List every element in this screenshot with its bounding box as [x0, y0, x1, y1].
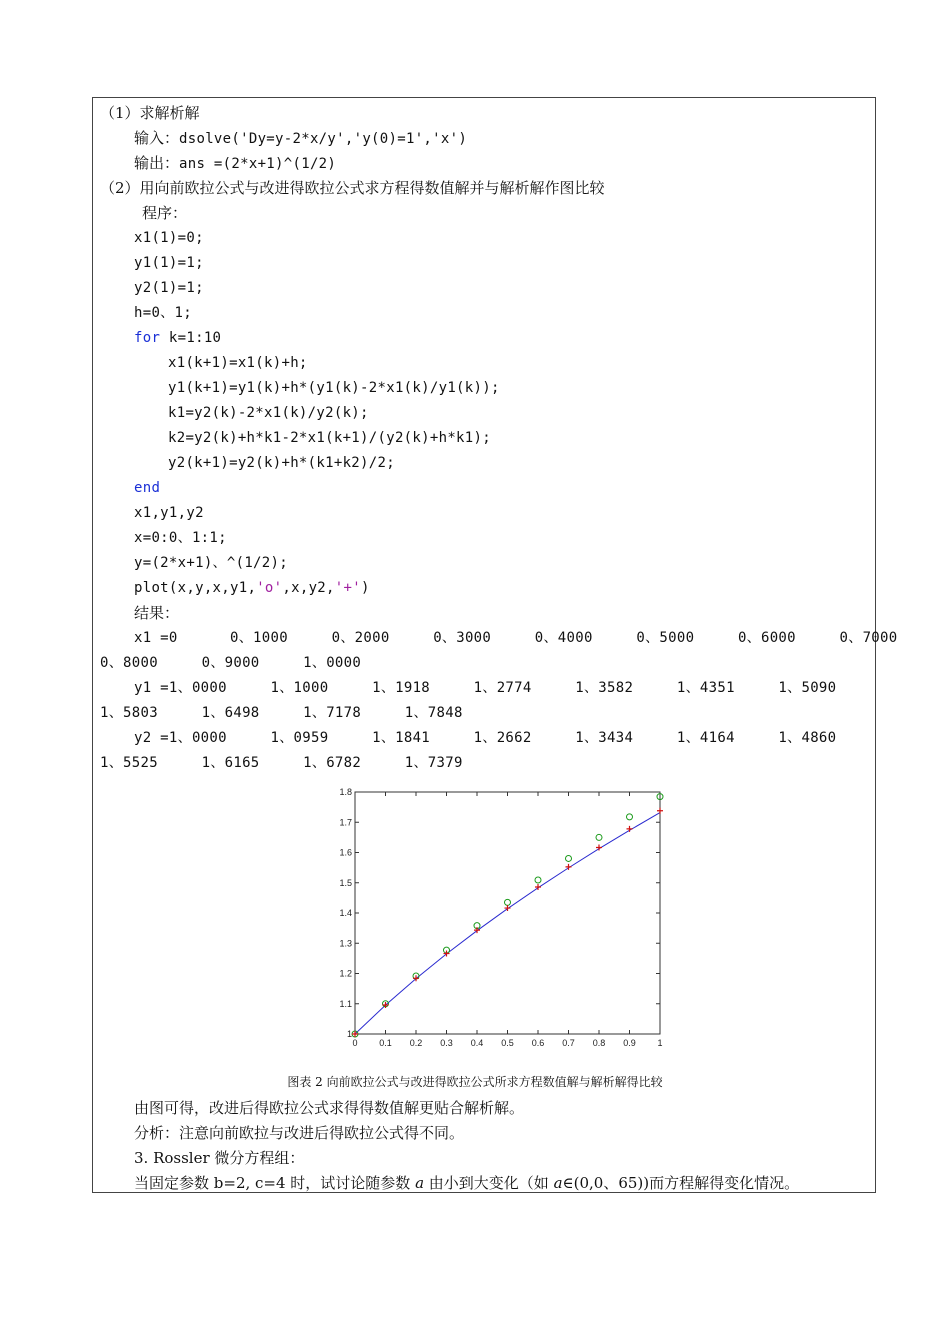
text-run: 当固定参数 b=2, c=4 时，试讨论随参数: [134, 1174, 416, 1192]
figure-caption: 图表 2 向前欧拉公式与改进得欧拉公式所求方程数值解与解析解得比较: [287, 1075, 663, 1089]
code-line: y2(k+1)=y2(k)+h*(k1+k2)/2;: [168, 455, 395, 471]
result-y2-line1: y2 =1、0000 1、0959 1、1841 1、2662 1、3434 1、4164 1、4860: [134, 730, 837, 746]
conclusion-text: 由图可得，改进后得欧拉公式求得得数值解更贴合解析解。: [134, 1099, 525, 1117]
code-line: x=0:0、1:1;: [134, 530, 227, 546]
output-label: 输出：: [134, 154, 180, 172]
x-tick-label: 0.1: [379, 1038, 392, 1048]
code-text: k=1:10: [160, 330, 222, 346]
result-label: 结果：: [134, 604, 180, 622]
result-x1-line2: 0、8000 0、9000 1、0000: [100, 655, 362, 671]
plot-area: [355, 792, 660, 1034]
x-tick-label: 0.6: [531, 1038, 545, 1048]
code-line: y1(1)=1;: [134, 255, 204, 271]
code-line: y=(2*x+1)、^(1/2);: [134, 555, 288, 571]
section3-text: [134, 1173, 799, 1193]
y-tick-label: 1.7: [339, 817, 352, 828]
x-tick-label: 0.9: [623, 1038, 636, 1048]
code-line: y2(1)=1;: [134, 280, 204, 296]
x-tick-label: 0.8: [592, 1038, 606, 1048]
input-row: [134, 128, 467, 149]
code-text: ,x,y2,: [282, 580, 335, 596]
comparison-chart: [335, 782, 675, 1052]
x-tick-label: 0.2: [409, 1038, 423, 1048]
y-tick-label: 1.8: [339, 787, 352, 797]
y-tick-label: 1.3: [339, 938, 352, 949]
code-line: k2=y2(k)+h*k1-2*x1(k+1)/(y2(k)+h*k1);: [168, 430, 491, 446]
text-run: 由小到大变化（如: [424, 1174, 554, 1192]
text-run: ∈(0,0、65))而方程解得变化情况。: [562, 1174, 800, 1192]
result-y2-line2: 1、5525 1、6165 1、6782 1、7379: [100, 755, 463, 771]
x-tick-label: 0.5: [501, 1038, 514, 1048]
x-tick-label: 0.3: [440, 1038, 453, 1048]
result-y1-line2: 1、5803 1、6498 1、7178 1、7848: [100, 705, 463, 721]
y-tick-label: 1.6: [339, 847, 352, 858]
variable-a: a: [415, 1174, 425, 1192]
x-tick-label: 0.4: [470, 1038, 484, 1048]
keyword-for: for: [134, 330, 161, 346]
section2-title: （2）用向前欧拉公式与改进得欧拉公式求方程得数值解并与解析解作图比较: [100, 179, 605, 197]
keyword-end: end: [134, 480, 161, 496]
result-y1-line1: y1 =1、0000 1、1000 1、1918 1、2774 1、3582 1、4351 1、5090: [134, 680, 837, 696]
section1-title: （1）求解析解: [100, 104, 200, 122]
section3-title: 3. Rossler 微分方程组：: [134, 1149, 305, 1167]
code-line: x1(1)=0;: [134, 230, 204, 246]
output-row: [134, 153, 336, 174]
code-line: [134, 578, 370, 598]
y-tick-label: 1: [346, 1029, 352, 1039]
code-line: k1=y2(k)-2*x1(k)/y2(k);: [168, 405, 369, 421]
analysis-text: 分析：注意向前欧拉与改进后得欧拉公式得不同。: [134, 1124, 465, 1142]
code-string: 'o': [256, 580, 283, 596]
x-tick-label: 0: [352, 1038, 358, 1048]
code-line: x1(k+1)=x1(k)+h;: [168, 355, 308, 371]
variable-a: a: [553, 1174, 563, 1192]
y-tick-label: 1.2: [339, 968, 352, 979]
y-tick-label: 1.4: [339, 908, 352, 918]
result-x1-line1: x1 =0 0、1000 0、2000 0、3000 0、4000 0、5000 0、6000 0、7000: [134, 630, 898, 646]
code-line: [134, 328, 221, 348]
y-tick-label: 1.1: [339, 998, 352, 1009]
input-code: dsolve('Dy=y-2*x/y','y(0)=1','x'): [179, 131, 468, 147]
output-code: ans =(2*x+1)^(1/2): [179, 156, 337, 172]
code-text: plot(x,y,x,y1,: [134, 580, 257, 596]
y-tick-label: 1.5: [339, 877, 352, 888]
code-line: y1(k+1)=y1(k)+h*(y1(k)-2*x1(k)/y1(k));: [168, 380, 500, 396]
code-line: x1,y1,y2: [134, 505, 204, 521]
code-text: ): [360, 580, 370, 596]
input-label: 输入：: [134, 129, 180, 147]
code-line: h=0、1;: [134, 305, 192, 321]
code-string: '+': [334, 580, 361, 596]
x-tick-label: 0.7: [562, 1038, 575, 1048]
x-tick-label: 1: [657, 1038, 663, 1048]
program-label: 程序：: [142, 204, 188, 222]
